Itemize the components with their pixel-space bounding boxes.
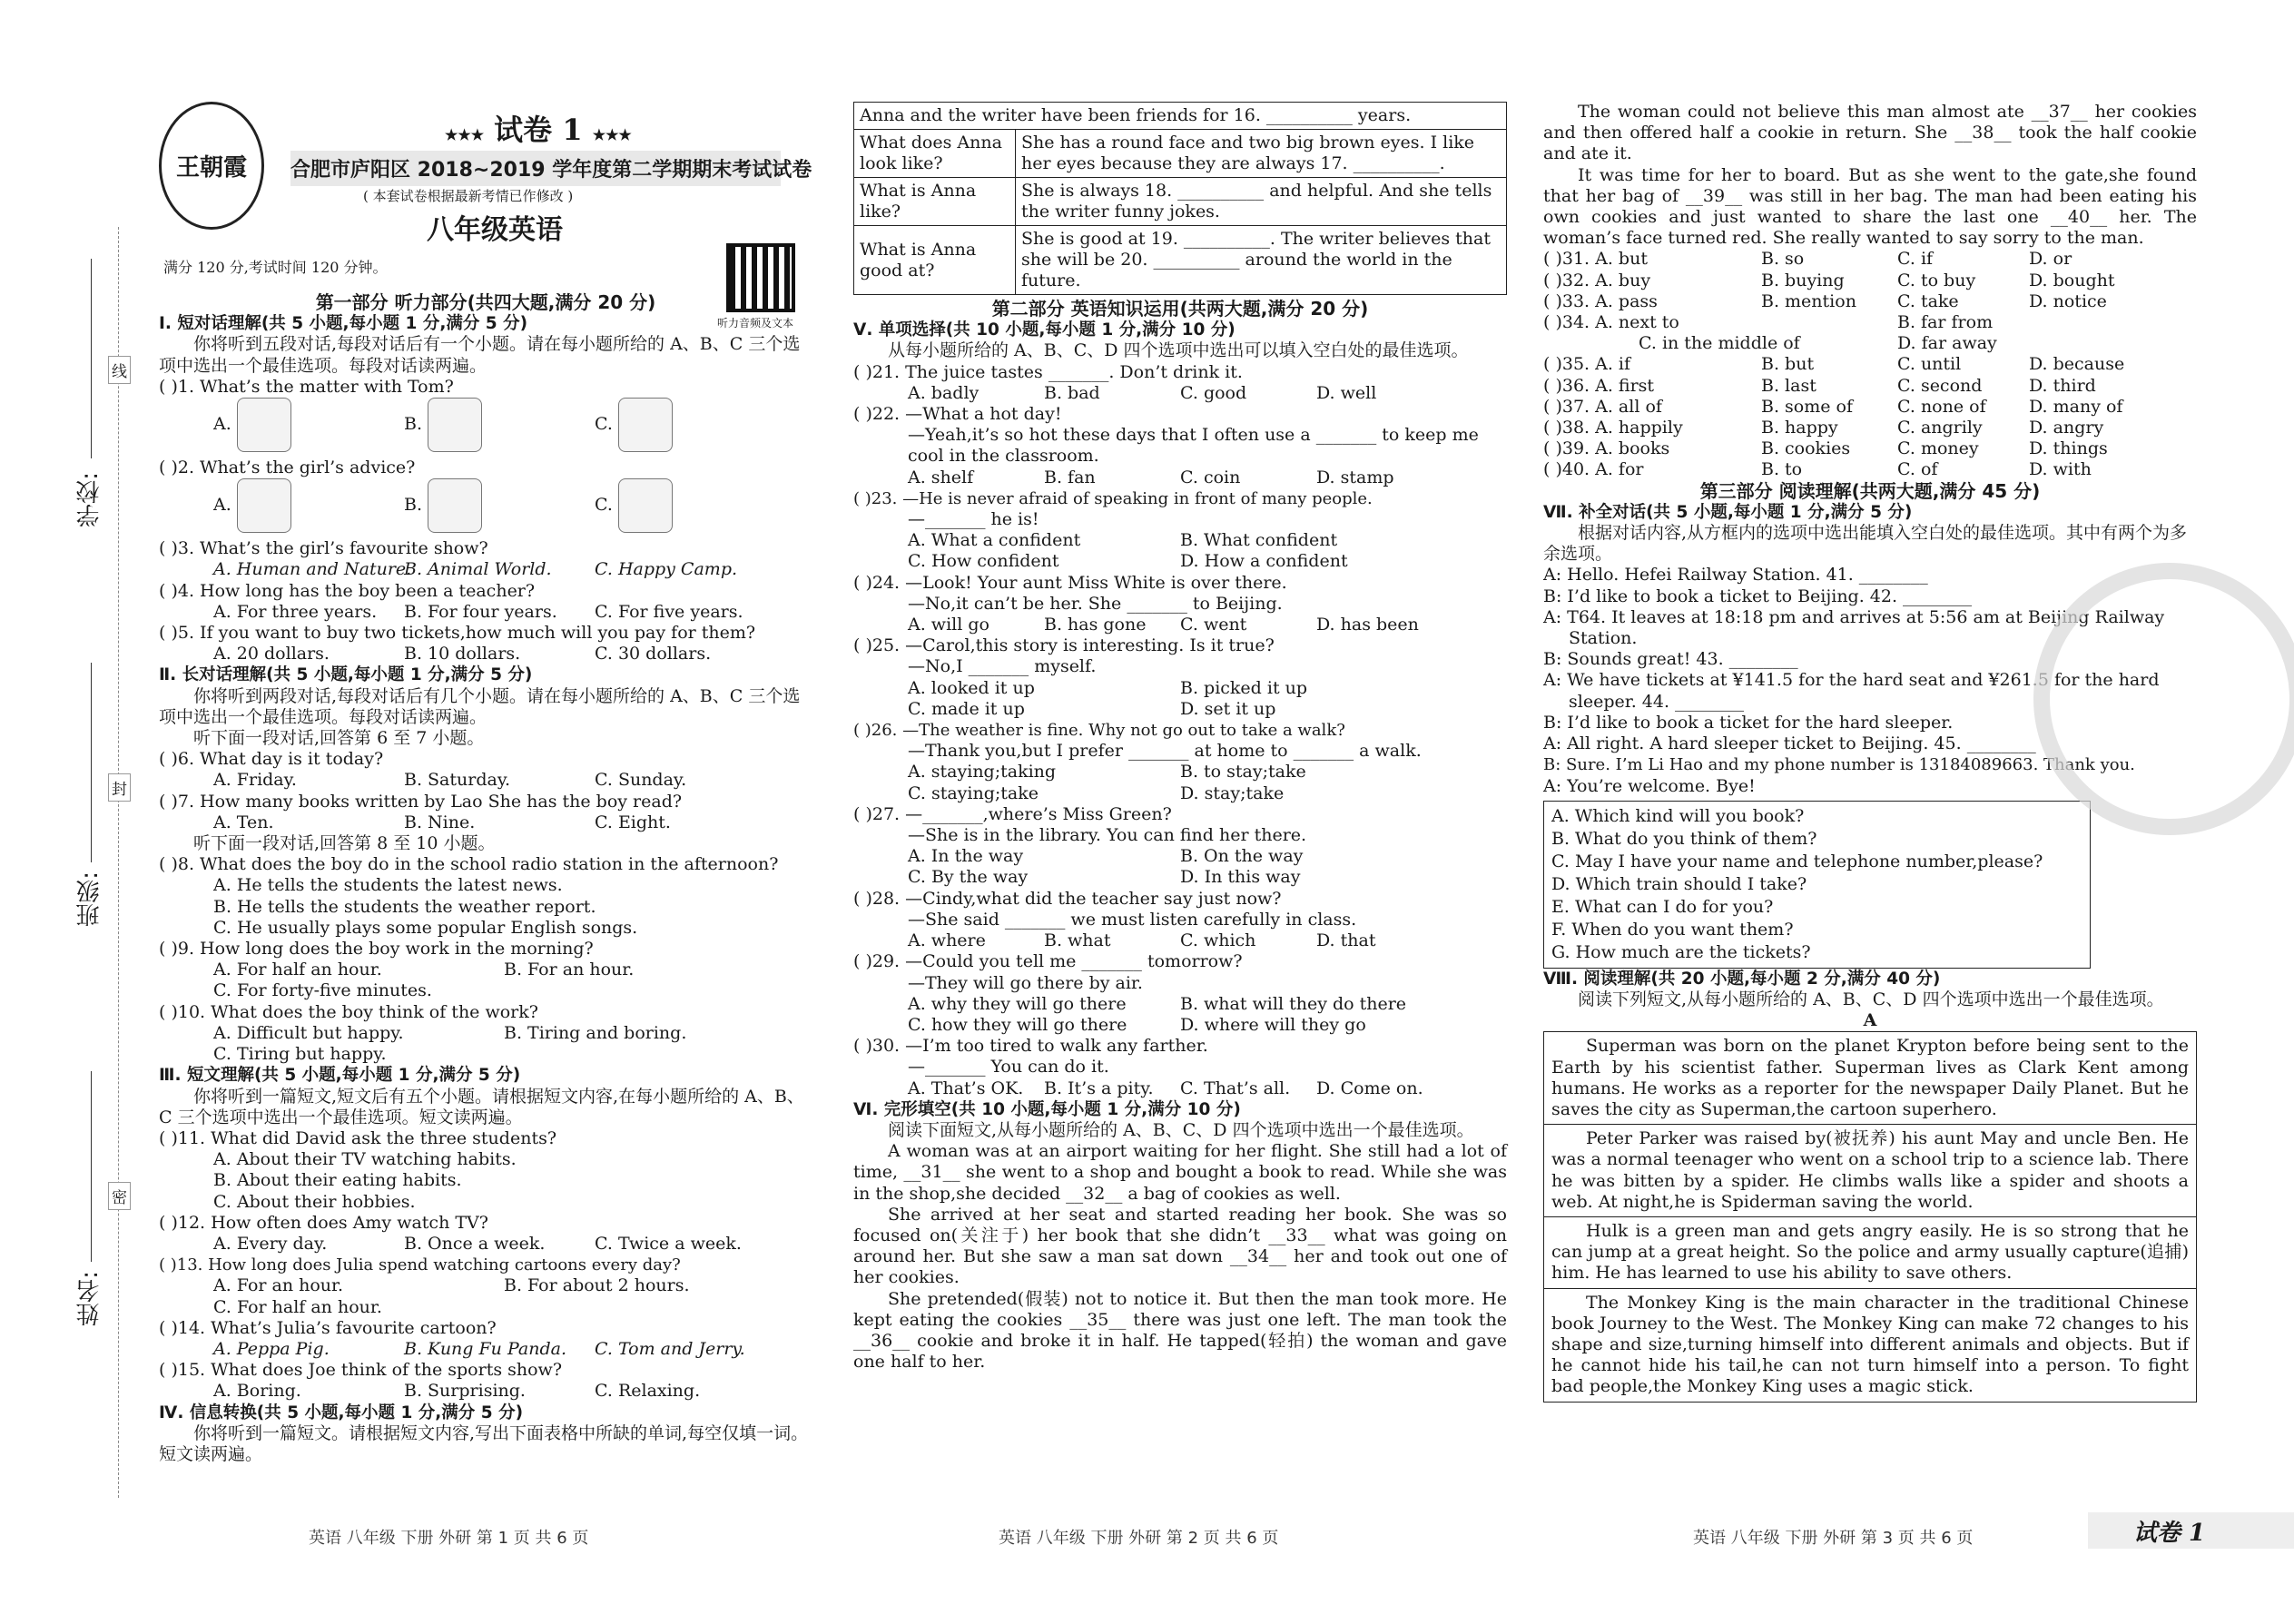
paper-title: 试卷 1 (494, 113, 583, 147)
cloze-question-36 (1543, 376, 2197, 397)
question-25-options (853, 678, 1507, 699)
cloze-paragraph-2: She arrived at her seat and started reading her book. She was so focused on(关注于) her book that she didn’t __33__ what was going on around her. But she saw a man sat down __34__ her and took out one of her cookies. (853, 1204, 1507, 1288)
option-b[interactable]: B. so (1761, 249, 1805, 270)
logo (159, 102, 264, 230)
cloze-question-38 (1543, 418, 2197, 438)
option-b[interactable]: B. happy (1761, 418, 1838, 438)
section-6-instructions: 阅读下面短文,从每小题所给的 A、B、C、D 四个选项中选出一个最佳选项。 (888, 1119, 1474, 1140)
option-c[interactable]: C. Tom and Jerry. (595, 1338, 745, 1359)
option-b[interactable]: B. What confident (1180, 530, 1338, 551)
option-b[interactable]: B. For an hour. (504, 960, 635, 980)
option-a[interactable]: A. He tells the students the latest news. (213, 875, 563, 896)
question-28-options (853, 930, 1507, 951)
question-27-options (853, 846, 1507, 867)
option-c[interactable]: C. Happy Camp. (595, 559, 738, 580)
option-d[interactable]: D. Come on. (1316, 1078, 1423, 1098)
question-3: ( )3. What’s the girl’s favourite show? (159, 538, 488, 559)
question-5-options (159, 644, 812, 664)
table-header-cell: What is Anna like? (854, 178, 1016, 226)
option-label: A. (213, 414, 231, 435)
exam-note: ( 本套试卷根据最新考情已作修改 ) (363, 188, 574, 204)
option-a[interactable]: A. For an hour. (213, 1275, 344, 1296)
reading-paragraph-spiderman: Peter Parker was raised by(被抚养) his aunt May and uncle Ben. He was a normal teenager who went on a school trip to a science lab. There he was bitten by a spider. He climbs walls like a spider and shoots a web. At night,he is Spiderman saving the world. (1544, 1125, 2196, 1217)
section-3-title: Ⅲ. 短文理解(共 5 小题,每小题 1 分,满分 5 分) (159, 1066, 521, 1086)
question-26-options (853, 783, 1507, 804)
option-b[interactable]: B. some of (1761, 396, 1854, 417)
dialogue-line: B: Sure. I’m Li Hao and my phone number is 13184089663. Thank you. (1543, 755, 2135, 775)
dialogue-line: A: Hello. Hefei Railway Station. 41. ________ (1543, 565, 1928, 586)
cloze-question-37 (1543, 397, 2197, 418)
option-a[interactable]: A. Human and Nature. (213, 559, 412, 580)
option-b[interactable]: B. For about 2 hours. (504, 1275, 690, 1296)
dialogue-line: A: We have tickets at ¥141.5 for the hard seat and ¥261.5 for the hard sleeper. 44. ________ (1543, 670, 2160, 712)
reading-passage-box (1543, 1031, 2197, 1402)
section-2-title: Ⅱ. 长对话理解(共 5 小题,每小题 1 分,满分 5 分) (159, 665, 533, 685)
option-c[interactable]: C. made it up (908, 698, 1025, 719)
question-22: ( )22. —What a hot day! (853, 404, 1062, 425)
section-5-title: Ⅴ. 单项选择(共 10 小题,每小题 1 分,满分 10 分) (853, 320, 1236, 340)
option-a[interactable]: A. shelf (908, 467, 974, 487)
option-d[interactable]: D. far away (1897, 333, 1997, 354)
seal-mark-line: 线 (108, 356, 131, 384)
paper-label (445, 107, 632, 149)
cloze-question-34-more (1543, 333, 2197, 354)
option-b[interactable]: B. About their eating habits. (213, 1170, 462, 1191)
question-29-options (853, 1015, 1507, 1036)
footer-badge-text: 试卷 1 (2133, 1519, 2206, 1547)
option-a[interactable]: A. For half an hour. (213, 960, 382, 980)
question-3-options (159, 559, 812, 580)
footer-page-1: 英语 八年级 下册 外研 第 1 页 共 6 页 (309, 1529, 589, 1548)
option-a[interactable]: ( )38. A. happily (1543, 418, 1683, 438)
dialogue-line: A: T64. It leaves at 18:18 pm and arrives at 5:56 am at Beijing Railway Station. (1543, 606, 2165, 649)
section-2-sub2: 听下面一段对话,回答第 8 至 10 小题。 (193, 833, 496, 854)
option-c[interactable]: C. 30 dollars. (595, 644, 712, 664)
section-3-instructions: 你将听到一篇短文,短文后有五个小题。请根据短文内容,在每小题所给的 A、B、C 三个选项中选出一个最佳选项。短文读两遍。 (159, 1086, 804, 1127)
option-a[interactable]: ( )35. A. if (1543, 354, 1631, 375)
girl-cooking-picture[interactable] (237, 478, 291, 533)
option-d[interactable]: D. How a confident (1180, 551, 1348, 572)
option-c[interactable]: C. That’s all. (1180, 1078, 1291, 1098)
section-1-title: Ⅰ. 短对话理解(共 5 小题,每小题 1 分,满分 5 分) (159, 314, 528, 334)
table-header-cell: What does Anna look like? (854, 130, 1016, 178)
question-27-options (853, 867, 1507, 888)
section-6-title: Ⅵ. 完形填空(共 10 小题,每小题 1 分,满分 10 分) (853, 1099, 1241, 1119)
question-5: ( )5. If you want to buy two tickets,how much will you pay for them? (159, 623, 756, 644)
option-d[interactable]: D. has been (1316, 615, 1419, 635)
question-11: ( )11. What did David ask the three students? (159, 1127, 557, 1148)
option-c[interactable]: C. if (1897, 249, 1934, 270)
footer-page-2: 英语 八年级 下册 外研 第 2 页 共 6 页 (999, 1529, 1279, 1548)
option-a[interactable]: A. where (908, 930, 986, 951)
question-2-options (159, 478, 812, 538)
laptop-picture[interactable] (618, 478, 673, 533)
option-c[interactable]: C. coin (1180, 467, 1241, 487)
question-24-options (853, 615, 1507, 635)
option-label: B. (404, 495, 423, 516)
question-9: ( )9. How long does the boy work in the morning? (159, 939, 594, 960)
seal-mark-secret: 密 (108, 1182, 131, 1210)
dialogue-line: B: I’d like to book a ticket to Beijing. 42. ________ (1543, 586, 1973, 606)
option-a[interactable]: A. Which kind will you book? (1551, 805, 1805, 826)
option-g[interactable]: G. How much are the tickets? (1551, 941, 1811, 962)
reading-paragraph-monkey-king: The Monkey King is the main character in the traditional Chinese book Journey to the West. The Monkey King can make 72 changes to his shape and size,turning himself into different animals and objects. But if he cannot hide his tail,he can not turn himself into a person. To fight bad people,the Monkey King uses a magic stick. (1551, 1292, 2189, 1397)
question-12: ( )12. How often does Amy watch TV? (159, 1212, 488, 1233)
option-label: C. (595, 414, 613, 435)
option-b[interactable]: B. picked it up (1180, 677, 1308, 698)
option-a[interactable]: A. why they will go there (908, 993, 1127, 1014)
option-c[interactable]: C. Twice a week. (595, 1233, 742, 1254)
option-b[interactable]: B. Tiring and boring. (504, 1022, 687, 1043)
name-label: 姓名: (76, 1271, 103, 1326)
option-c[interactable]: C. staying;take (908, 782, 1039, 803)
section-4-title: Ⅳ. 信息转换(共 5 小题,每小题 1 分,满分 5 分) (159, 1403, 524, 1422)
option-b[interactable]: B. last (1761, 375, 1816, 396)
option-b[interactable]: B. buying (1761, 270, 1845, 290)
option-c[interactable]: C. May I have your name and telephone number,please? (1551, 851, 2043, 871)
column-1 (159, 292, 812, 1465)
option-a[interactable]: A. 20 dollars. (213, 644, 330, 664)
option-b[interactable]: B. Kung Fu Panda. (404, 1338, 566, 1359)
question-25-reply: —No,I _______ myself. (908, 656, 1097, 677)
option-c[interactable]: C. in the middle of (1639, 333, 1800, 354)
question-24-reply: —No,it can’t be her. She _______ to Beijing. (908, 593, 1283, 614)
exam-info: 满分 120 分,考试时间 120 分钟。 (163, 259, 388, 276)
cloze-paragraph-4: The woman could not believe this man almost ate __37__ her cookies and then offered half a cookie in return. She __38__ took the half cookie and ate it. (1543, 102, 2197, 164)
option-a[interactable]: A. staying;taking (908, 762, 1057, 782)
school-label: 学校: (76, 472, 103, 527)
option-c[interactable]: C. Eight. (595, 812, 671, 832)
reading-paragraph-superman: Superman was born on the planet Krypton before being sent to the Earth by his scientist father. Superman lives as Clark Kent among humans. He works as a reporter for the newspaper Daily Planet. But he saves the city as Superman,the cartoon superhero. (1544, 1032, 2196, 1125)
option-c[interactable]: C. went (1180, 615, 1247, 635)
option-b[interactable]: B. Animal World. (404, 559, 552, 580)
question-12-options (159, 1234, 812, 1255)
option-a[interactable]: A. What a confident (908, 530, 1081, 551)
option-c[interactable]: C. take (1897, 290, 1959, 311)
question-1-options (159, 398, 812, 458)
dialogue-line: A: You’re welcome. Bye! (1543, 775, 1756, 796)
question-23: ( )23. —He is never afraid of speaking in front of many people. (853, 488, 1373, 508)
dialogue-line: B: I’d like to book a ticket for the hard sleeper. (1543, 712, 1954, 733)
option-b[interactable]: B. 10 dollars. (404, 644, 521, 664)
option-e[interactable]: E. What can I do for you? (1551, 896, 1774, 917)
option-c[interactable]: C. money (1897, 438, 1979, 459)
question-7: ( )7. How many books written by Lao She has the boy read? (159, 791, 683, 812)
part2-title: 第二部分 英语知识运用(共两大题,满分 20 分) (991, 298, 1369, 320)
question-30: ( )30. —I’m too tired to walk any farther. (853, 1036, 1208, 1057)
question-4-options (159, 602, 812, 623)
question-22-options (853, 468, 1507, 488)
cloze-question-40 (1543, 459, 2197, 480)
option-a[interactable]: ( )33. A. pass (1543, 290, 1658, 311)
info-table (853, 102, 1507, 295)
question-23-reply: —_______ he is! (908, 509, 1039, 530)
option-d[interactable]: D. notice (2029, 290, 2107, 311)
option-c[interactable]: C. second (1897, 375, 1983, 396)
option-c[interactable]: C. For forty-five minutes. (213, 980, 432, 1001)
section-5-instructions: 从每小题所给的 A、B、C、D 四个选项中选出可以填入空白处的最佳选项。 (888, 340, 1469, 361)
section-8-instructions: 阅读下列短文,从每小题所给的 A、B、C、D 四个选项中选出一个最佳选项。 (1578, 989, 2164, 1009)
option-a[interactable]: ( )37. A. all of (1543, 396, 1662, 417)
option-b[interactable]: B. to stay;take (1180, 762, 1306, 782)
question-27: ( )27. —_______,where’s Miss Green? (853, 803, 1172, 824)
option-b[interactable]: B. Saturday. (404, 770, 511, 791)
option-b[interactable]: B. but (1761, 354, 1815, 375)
option-a[interactable]: ( )36. A. first (1543, 375, 1655, 396)
option-d[interactable]: D. set it up (1180, 698, 1276, 719)
question-25: ( )25. —Carol,this story is interesting. Is it true? (853, 635, 1275, 656)
option-c[interactable]: C. How confident (908, 551, 1059, 572)
option-b[interactable]: B. bad (1044, 382, 1100, 403)
question-7-options (159, 812, 812, 833)
question-29: ( )29. —Could you tell me _______ tomorrow? (853, 951, 1243, 972)
question-2: ( )2. What’s the girl’s advice? (159, 458, 416, 478)
part3-title: 第三部分 阅读理解(共两大题,满分 45 分) (1699, 479, 2041, 502)
stars-right: ★★★ (592, 126, 632, 143)
option-c[interactable]: C. how they will go there (908, 1014, 1127, 1035)
option-b[interactable]: B. fan (1044, 467, 1096, 487)
question-29-reply: —They will go there by air. (908, 972, 1143, 993)
dialogue-options-box (1543, 801, 2091, 969)
question-21: ( )21. The juice tastes _______. Don’t drink it. (853, 361, 1243, 382)
option-d[interactable]: D. well (1316, 382, 1377, 403)
section-2-instructions: 你将听到两段对话,每段对话后有几个小题。请在每小题所给的 A、B、C 三个选项中选出一个最佳选项。每段对话读两遍。 (159, 685, 801, 727)
question-25-options (853, 699, 1507, 720)
option-a[interactable]: ( )40. A. for (1543, 459, 1644, 480)
table-cell: She is always 18. __________ and helpful. And she tells the writer funny jokes. (1016, 178, 1507, 226)
option-a[interactable]: A. Every day. (213, 1233, 328, 1254)
option-d[interactable]: D. where will they go (1180, 1014, 1366, 1035)
option-a[interactable]: A. Ten. (213, 812, 274, 832)
section-8-title: Ⅷ. 阅读理解(共 20 小题,每小题 2 分,满分 40 分) (1543, 969, 1941, 989)
option-c[interactable]: C. About their hobbies. (213, 1191, 416, 1212)
question-1: ( )1. What’s the matter with Tom? (159, 376, 454, 397)
option-c[interactable]: C. to buy (1897, 270, 1976, 290)
option-a[interactable]: A. badly (908, 382, 980, 403)
passage-label: A (1863, 1010, 1877, 1031)
option-d[interactable]: D. or (2029, 249, 2072, 270)
qr-label: 听力音频及文本 (717, 317, 794, 330)
option-b[interactable]: B. It’s a pity. (1044, 1078, 1154, 1098)
question-13: ( )13. How long does Julia spend watching cartoons every day? (159, 1255, 681, 1275)
section-1-instructions: 你将听到五段对话,每段对话后有一个小题。请在每小题所给的 A、B、C 三个选项中选出一个最佳选项。每段对话读两遍。 (159, 334, 801, 376)
cloze-question-33 (1543, 291, 2197, 312)
question-26: ( )26. —The weather is fine. Why not go out to take a walk? (853, 721, 1345, 741)
dialogue-line: B: Sounds great! 43. ________ (1543, 649, 1798, 670)
envelope-picture[interactable] (428, 478, 482, 533)
option-c[interactable]: C. none of (1897, 396, 1986, 417)
option-d[interactable]: D. because (2029, 354, 2125, 375)
option-d[interactable]: D. that (1316, 930, 1376, 951)
option-a[interactable]: ( )32. A. buy (1543, 270, 1651, 290)
option-b[interactable]: B. For four years. (404, 601, 557, 622)
school-field-line (91, 259, 92, 458)
watermark-stamp (2033, 563, 2294, 835)
option-c[interactable]: C. For five years. (595, 601, 743, 622)
question-14-options (159, 1339, 812, 1360)
question-15: ( )15. What does Joe think of the sports show? (159, 1360, 563, 1381)
question-6-options (159, 770, 812, 791)
logo-text: 王朝霞 (175, 154, 247, 182)
table-cell: She is good at 19. __________. The writer believes that she will be 20. __________ around the world in the future. (1016, 226, 1507, 295)
sick-boy-picture[interactable] (237, 398, 291, 452)
boy-headache-picture[interactable] (428, 398, 482, 452)
option-d[interactable]: D. angry (2029, 418, 2104, 438)
option-b[interactable]: B. Nine. (404, 812, 476, 832)
option-a[interactable]: A. will go (908, 615, 989, 635)
cloze-question-34 (1543, 312, 2197, 333)
option-d[interactable]: D. bought (2029, 270, 2115, 290)
cloze-paragraph-1: A woman was at an airport waiting for her flight. She still had a lot of time, __31__ she went to a shop and bought a book to read. While she was in the shop,she decided __32__ a bag of cookies as well. (853, 1141, 1507, 1204)
option-c[interactable]: C. He usually plays some popular English songs. (213, 917, 638, 938)
option-a[interactable]: A. About their TV watching habits. (213, 1149, 517, 1170)
question-30-options (853, 1078, 1507, 1099)
question-14: ( )14. What’s Julia’s favourite cartoon? (159, 1317, 497, 1338)
table-row: Anna and the writer have been friends for 16. __________ years. (854, 103, 1507, 130)
section-4-instructions: 你将听到一篇短文。请根据短文内容,写出下面表格中所缺的单词,每空仅填一词。短文读两遍。 (159, 1422, 809, 1464)
option-b[interactable]: B. what will they do there (1180, 993, 1407, 1014)
option-label: A. (213, 495, 231, 516)
option-a[interactable]: ( )34. A. next to (1543, 312, 1679, 333)
question-23-options (853, 551, 1507, 572)
option-d[interactable]: D. stay;take (1180, 782, 1285, 803)
option-f[interactable]: F. When do you want them? (1551, 919, 1794, 940)
section-7-instructions: 根据对话内容,从方框内的选项中选出能填入空白处的最佳选项。其中有两个为多余选项。 (1543, 523, 2188, 565)
table-header-cell: What is Anna good at? (854, 226, 1016, 295)
option-a[interactable]: A. looked it up (908, 677, 1035, 698)
cloze-paragraph-3: She pretended(假装) not to notice it. But then the man took more. He kept eating the cookies __35__ there was just one left. The man took the __36__ cookie and broke it in half. He tapped(轻拍) the woman and gave one half to her. (853, 1288, 1507, 1373)
question-26-options (853, 762, 1507, 782)
option-b[interactable]: B. what (1044, 930, 1111, 951)
option-c[interactable]: C. Sunday. (595, 770, 687, 791)
cloze-question-39 (1543, 438, 2197, 459)
dialogue-line: A: All right. A hard sleeper ticket to Beijing. 45. ________ (1543, 733, 2036, 754)
cloze-question-32 (1543, 271, 2197, 291)
question-23-options (853, 530, 1507, 551)
question-29-options (853, 994, 1507, 1015)
option-c[interactable]: C. For half an hour. (213, 1296, 382, 1317)
option-b[interactable]: B. Once a week. (404, 1233, 546, 1254)
footer-badge (2088, 1512, 2294, 1549)
option-a[interactable]: A. Boring. (213, 1381, 301, 1402)
cloze-question-31 (1543, 249, 2197, 270)
option-c[interactable]: C. which (1180, 930, 1256, 951)
option-b[interactable]: B. What do you think of them? (1551, 828, 1817, 849)
option-label: B. (404, 414, 423, 435)
option-a[interactable]: ( )39. A. books (1543, 438, 1670, 459)
table-cell: She has a round face and two big brown eyes. I like her eyes because they are always 17. __________. (1016, 130, 1507, 178)
option-b[interactable]: B. has gone (1044, 615, 1147, 635)
option-c[interactable]: C. until (1897, 354, 1962, 375)
boy-cough-picture[interactable] (618, 398, 673, 452)
question-26-reply: —Thank you,but I prefer _______ at home to _______ a walk. (908, 741, 1422, 762)
option-b[interactable]: B. cookies (1761, 438, 1851, 459)
question-22-reply: —Yeah,it’s so hot these days that I often use a _______ to keep me cool in the classroom. (908, 425, 1479, 467)
question-10-options (159, 1023, 812, 1044)
part1-title: 第一部分 听力部分(共四大题,满分 20 分) (315, 291, 656, 313)
option-c[interactable]: C. By the way (908, 867, 1029, 888)
option-d[interactable]: D. Which train should I take? (1551, 873, 1807, 894)
option-a[interactable]: A. Peppa Pig. (213, 1338, 330, 1359)
question-28: ( )28. —Cindy,what did the teacher say just now? (853, 888, 1282, 909)
option-b[interactable]: B. He tells the students the weather report. (213, 896, 596, 917)
option-a[interactable]: A. In the way (908, 846, 1024, 867)
question-21-options (853, 383, 1507, 404)
question-27-reply: —She is in the library. You can find her there. (908, 825, 1307, 846)
option-a[interactable]: A. Friday. (213, 770, 297, 791)
option-d[interactable]: D. with (2029, 459, 2092, 480)
option-c[interactable]: C. of (1897, 459, 1938, 480)
column-2 (853, 102, 1507, 1373)
stars-left: ★★★ (445, 126, 485, 143)
option-c[interactable]: C. Tiring but happy. (213, 1044, 387, 1065)
option-a[interactable]: ( )31. A. but (1543, 249, 1648, 270)
question-24: ( )24. —Look! Your aunt Miss White is over there. (853, 572, 1287, 593)
option-d[interactable]: D. things (2029, 438, 2108, 459)
option-d[interactable]: D. third (2029, 375, 2096, 396)
question-15-options (159, 1381, 812, 1402)
seal-mark-seal: 封 (108, 773, 131, 802)
option-c[interactable]: C. angrily (1897, 418, 1983, 438)
class-field-line (91, 663, 92, 862)
binding-line (118, 227, 119, 1498)
question-4: ( )4. How long has the boy been a teacher? (159, 580, 536, 601)
option-a[interactable]: A. That’s OK. (908, 1078, 1024, 1098)
section-2-sub1: 听下面一段对话,回答第 6 至 7 小题。 (193, 728, 485, 749)
option-d[interactable]: D. many of (2029, 396, 2123, 417)
reading-paragraph-hulk: Hulk is a green man and gets angry easily. He is so strong that he can jump at a great height. So the police and army usually capture(追捕) him. He has learned to use his ability to save others. (1544, 1217, 2196, 1289)
option-a[interactable]: A. For three years. (213, 601, 378, 622)
exam-title: 合肥市庐阳区 2018~2019 学年度第二学期期末考试试卷 (290, 151, 781, 186)
question-8: ( )8. What does the boy do in the school radio station in the afternoon? (159, 854, 779, 875)
option-b[interactable]: B. to (1761, 459, 1803, 480)
option-b[interactable]: B. far from (1897, 312, 1994, 333)
question-6: ( )6. What day is it today? (159, 749, 384, 770)
option-c[interactable]: C. Relaxing. (595, 1381, 701, 1402)
question-28-reply: —She said _______ we must listen carefully in class. (908, 909, 1357, 930)
option-b[interactable]: B. On the way (1180, 846, 1304, 867)
option-a[interactable]: A. Difficult but happy. (213, 1022, 404, 1043)
question-30-reply: —_______ You can do it. (908, 1057, 1109, 1078)
question-13-options (159, 1275, 812, 1296)
footer-page-3: 英语 八年级 下册 外研 第 3 页 共 6 页 (1693, 1529, 1974, 1548)
name-field-line (91, 1071, 92, 1262)
option-b[interactable]: B. Surprising. (404, 1381, 526, 1402)
option-b[interactable]: B. mention (1761, 290, 1856, 311)
option-label: C. (595, 495, 613, 516)
section-7-title: Ⅶ. 补全对话(共 5 小题,每小题 1 分,满分 5 分) (1543, 502, 1913, 522)
exam-subject: 八年级英语 (427, 214, 563, 246)
cloze-question-35 (1543, 354, 2197, 375)
option-d[interactable]: D. In this way (1180, 867, 1301, 888)
class-label: 班级: (76, 871, 103, 927)
option-d[interactable]: D. stamp (1316, 467, 1394, 487)
option-c[interactable]: C. good (1180, 382, 1247, 403)
question-10: ( )10. What does the boy think of the work? (159, 1001, 538, 1022)
question-9-options (159, 960, 812, 980)
cloze-paragraph-5: It was time for her to board. But as she went to the gate,she found that her bag of __39__ was still in her bag. The man had been eating his own cookies and just wanted to share the last one __40__ her. The woman’s face turned red. She really wanted to say sorry to the man. (1543, 164, 2197, 249)
